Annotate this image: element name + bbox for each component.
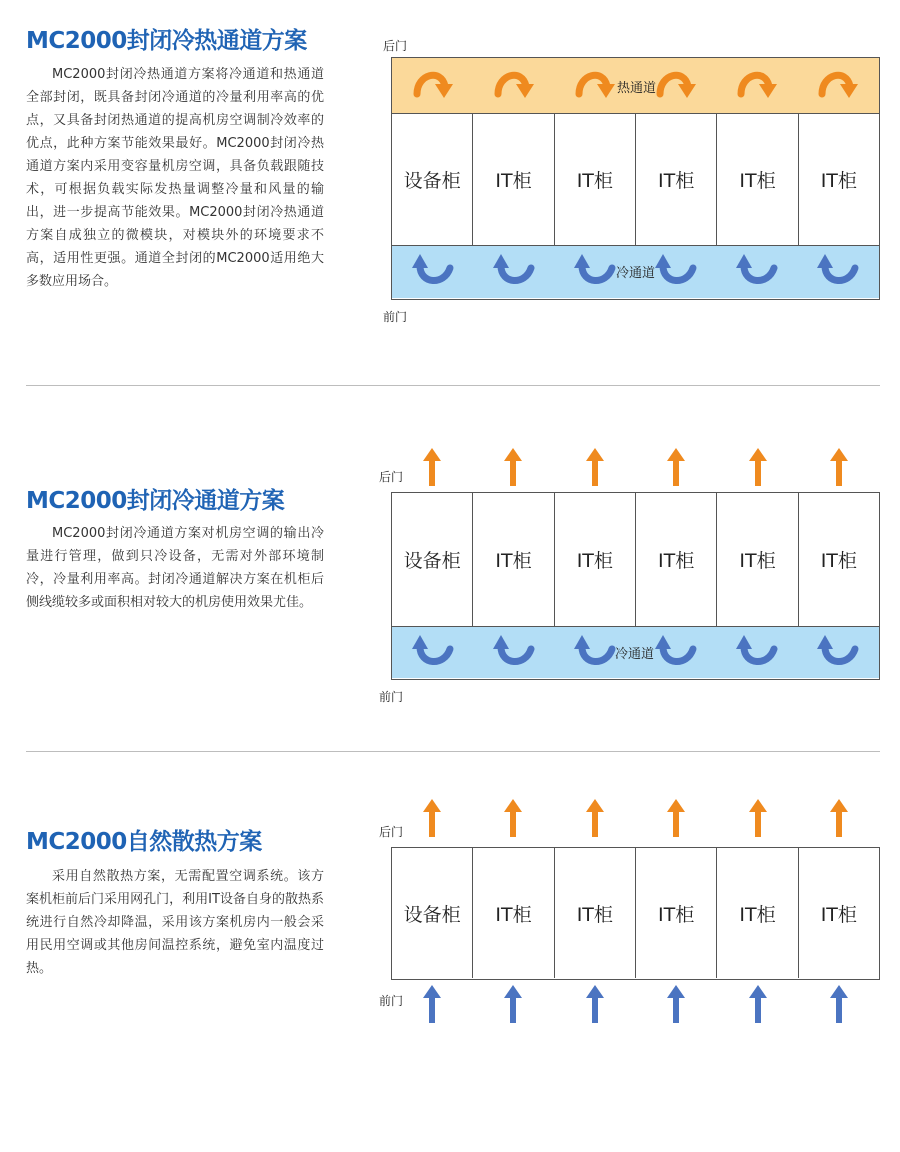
cabinet-it: IT柜 [554,114,635,245]
cabinet-row [392,114,879,245]
cabinet-it: IT柜 [716,493,797,626]
curved-arrow-down-icon [816,64,860,108]
curved-arrow-down-icon [492,64,536,108]
arrow-up-orange-icon [667,799,685,839]
section-1-front-door-label: 前门 [383,310,408,324]
curved-arrow-up-icon [734,631,780,675]
curved-arrow-up-icon [572,631,618,675]
curved-arrow-down-icon [735,64,779,108]
curved-arrow-up-icon [491,250,537,294]
cabinet-it: IT柜 [554,848,635,978]
arrow-up-orange-icon [749,799,767,839]
curved-arrow-up-icon [572,250,618,294]
curved-arrow-up-icon [653,250,699,294]
curved-arrow-up-icon [653,631,699,675]
section-2-paragraph: MC2000封闭冷通道方案对机房空调的输出冷量进行管理，做到只冷设备，无需对外部环境制冷，冷量利用率高。封闭冷通道解决方案在机柜后侧线缆较多或面积相对较大的机房使用效果尤佳。 [26,526,324,610]
curved-arrow-down-icon [654,64,698,108]
arrow-up-orange-icon [830,448,848,488]
cold-aisle-label: 冷通道 [615,647,655,662]
section-3-paragraph: 采用自然散热方案，无需配置空调系统。该方案机柜前后门采用网孔门，利用IT设备自身的散热系统进行自然冷却降温，采用该方案机房内一般会采用民用空调或其他房间温控系统，避免室内温度过热。 [26,869,324,976]
arrow-up-blue-icon [667,985,685,1025]
curved-arrow-up-icon [734,250,780,294]
cabinet-it: IT柜 [798,493,879,626]
arrow-up-orange-icon [504,799,522,839]
hot-aisle-label: 热通道 [617,81,657,96]
section-1-diagram [391,57,880,300]
cabinet-row [392,848,879,978]
curved-arrow-up-icon [815,250,861,294]
arrow-up-orange-icon [830,799,848,839]
arrow-up-orange-icon [504,448,522,488]
arrow-up-orange-icon [586,448,604,488]
curved-arrow-down-icon [573,64,617,108]
cabinet-equipment: 设备柜 [403,550,461,572]
cabinet-it: IT柜 [472,848,553,978]
divider [26,751,880,752]
section-1-rear-door-label: 后门 [383,39,408,53]
cabinet-it: IT柜 [472,493,553,626]
arrow-up-orange-icon [586,799,604,839]
section-2-exhaust-arrows [391,448,880,488]
curved-arrow-up-icon [410,250,456,294]
cold-aisle-label: 冷通道 [616,266,656,281]
section-3-title: MC2000自然散热方案 [26,829,262,855]
section-3-front-door-label: 前门 [379,994,404,1008]
cold-aisle [392,245,879,298]
arrow-up-orange-icon [667,448,685,488]
section-1-title: MC2000封闭冷热通道方案 [26,28,307,54]
cabinet-equipment: 设备柜 [403,903,461,926]
cabinet-it: IT柜 [554,493,635,626]
section-1-paragraph: MC2000封闭冷热通道方案将冷通道和热通道全部封闭，既具备封闭冷通道的冷量利用率高的优点，又具备封闭热通道的提高机房空调制冷效率的优点，此种方案节能效果最好。MC2000封闭冷热通道方案内采用变容量机房空调，具备负载跟随技术，可根据负载实际发热量调整冷量和风量的输出，进一步提高节能效果。MC2000封闭冷热通道方案自成独立的微模块，对模块外的环境要求不高，适用性更强。通道全封闭的MC2000适用绝大多数应用场合。 [26,67,324,289]
cabinet-it: IT柜 [635,848,716,978]
hot-aisle [392,58,879,114]
arrow-up-blue-icon [423,985,441,1025]
cold-aisle [392,626,879,678]
cabinet-it: IT柜 [635,114,716,245]
section-3-exhaust-arrows [391,799,880,839]
arrow-up-orange-icon [749,448,767,488]
section-2-front-door-label: 前门 [379,690,404,704]
arrow-up-blue-icon [749,985,767,1025]
section-3-intake-arrows [391,985,880,1025]
arrow-up-blue-icon [586,985,604,1025]
curved-arrow-down-icon [411,64,455,108]
section-2-title: MC2000封闭冷通道方案 [26,488,285,514]
section-2-diagram [391,492,880,680]
curved-arrow-up-icon [815,631,861,675]
cabinet-it: IT柜 [472,114,553,245]
arrow-up-orange-icon [423,448,441,488]
cabinet-row [392,493,879,626]
arrow-up-blue-icon [504,985,522,1025]
arrow-up-blue-icon [830,985,848,1025]
curved-arrow-up-icon [491,631,537,675]
arrow-up-orange-icon [423,799,441,839]
curved-arrow-up-icon [410,631,456,675]
divider [26,385,880,386]
cabinet-it: IT柜 [716,848,797,978]
cabinet-equipment: 设备柜 [403,170,461,192]
cabinet-it: IT柜 [798,848,879,978]
section-2-rear-door-label: 后门 [379,470,404,484]
cabinet-it: IT柜 [635,493,716,626]
cabinet-it: IT柜 [798,114,879,245]
section-3-diagram [391,847,880,980]
cabinet-it: IT柜 [716,114,797,245]
section-3-rear-door-label: 后门 [379,825,404,839]
